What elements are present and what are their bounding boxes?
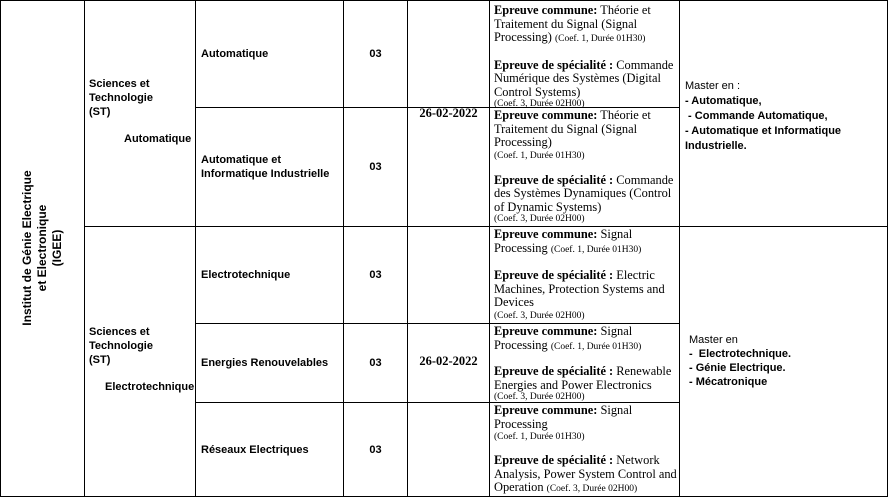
domain-line-3: (ST)	[89, 106, 111, 118]
specialty-exam-label: Epreuve de spécialité :	[494, 172, 614, 187]
domain-line-2: Technologie	[89, 340, 153, 352]
master-intro: Master en	[689, 334, 738, 346]
specialty-name-line: Réseaux Electriques	[201, 443, 309, 456]
common-exam-coef: (Coef. 1, Durée 01H30)	[550, 341, 642, 352]
exam-details	[494, 4, 678, 109]
domain-line-2: Technologie	[89, 92, 153, 104]
common-exam	[494, 4, 678, 47]
common-exam-label: Epreuve commune:	[494, 227, 598, 241]
col-divider	[679, 0, 680, 497]
domain-line-1: Sciences et	[89, 326, 150, 338]
institute-line-2: et Electronique	[34, 204, 49, 292]
common-exam	[494, 228, 678, 257]
specialty-name-line: Automatique et	[201, 154, 282, 166]
exam-details	[494, 404, 678, 497]
places-cell	[344, 324, 407, 402]
specialty-name-line: Automatique	[201, 47, 269, 60]
col-divider	[195, 0, 196, 497]
common-exam	[494, 109, 678, 162]
specialty-name-line: Electrotechnique	[201, 269, 291, 281]
exam-date	[408, 0, 489, 226]
master-intro: Master en :	[685, 80, 741, 92]
master-cell	[689, 333, 885, 389]
col-divider	[489, 0, 490, 497]
institute-line-1: Institut de Génie Electrique	[19, 170, 34, 326]
institute-cell	[0, 0, 84, 497]
common-exam-title: Signal Processing	[494, 324, 633, 352]
specialty-exam	[494, 365, 678, 402]
col-divider	[84, 0, 85, 497]
places-cell	[344, 227, 407, 323]
places-cell	[344, 403, 407, 496]
specialty-exam-coef: (Coef. 3, Durée 02H00)	[494, 310, 585, 321]
exam-date-value: 26-02-2022	[419, 354, 478, 368]
specialty-name	[201, 0, 341, 107]
exam-details	[494, 228, 678, 322]
common-exam-coef: (Coef. 1, Durée 01H30)	[494, 150, 585, 161]
specialty-name-line: Energies Renouvelables	[201, 357, 329, 369]
places-value: 03	[369, 47, 382, 60]
specialty-exam	[494, 174, 678, 225]
specialty-name	[201, 227, 341, 323]
specialty-exam-title: Electric Machines, Protection Systems and Devices	[494, 268, 665, 309]
master-item: - Automatique,	[685, 95, 762, 107]
common-exam-title: Théorie et Traitement du Signal (Signal Processing)	[494, 108, 651, 149]
institute-name	[0, 0, 84, 496]
table-border-right	[887, 0, 888, 497]
master-item: - Automatique et Informatique	[685, 125, 842, 137]
specialty-name	[201, 403, 341, 496]
table-border-bottom	[0, 496, 888, 497]
specialty-name	[201, 108, 341, 226]
specialty-exam-label: Epreuve de spécialité :	[494, 364, 614, 378]
common-exam-title: Théorie et Traitement du Signal (Signal Processing)	[494, 3, 651, 44]
master-item: - Electrotechnique.	[689, 348, 792, 360]
specialty-exam-coef: (Coef. 3, Durée 02H00)	[546, 484, 638, 494]
specialty-exam-coef: (Coef. 3, Durée 02H00)	[494, 392, 585, 402]
exam-details	[494, 109, 678, 224]
specialty-exam-coef: (Coef. 3, Durée 02H00)	[494, 99, 585, 109]
common-exam-label: Epreuve commune:	[494, 403, 598, 417]
common-exam	[494, 404, 678, 443]
places-cell	[344, 0, 407, 107]
filiere-label: Automatique	[124, 133, 192, 145]
master-item: - Commande Automatique,	[685, 110, 828, 122]
places-value: 03	[369, 443, 382, 456]
master-item: - Mécatronique	[689, 376, 768, 388]
specialty-exam-title: Renewable Energies and Power Electronics	[494, 364, 672, 392]
master-item: - Génie Electrique.	[689, 362, 786, 374]
specialty-exam-coef: (Coef. 3, Durée 02H00)	[494, 214, 585, 224]
exam-date-value: 26-02-2022	[419, 105, 478, 120]
common-exam-title: Signal Processing	[494, 403, 633, 431]
common-exam-title: Signal Processing	[494, 227, 633, 255]
institute-line-3: (IGEE)	[49, 229, 64, 267]
common-exam-coef: (Coef. 1, Durée 01H30)	[494, 432, 585, 442]
common-exam-coef: (Coef. 1, Durée 01H30)	[550, 244, 642, 255]
places-value: 03	[369, 269, 382, 281]
places-value: 03	[369, 357, 382, 369]
specialty-name-line: Informatique Industrielle	[201, 168, 330, 180]
specialty-exam-title: Commande Numérique des Systèmes (Digital Control Systems)	[494, 57, 674, 99]
specialty-exam-label: Epreuve de spécialité :	[494, 57, 614, 72]
specialty-exam	[494, 269, 678, 322]
common-exam-label: Epreuve commune:	[494, 3, 598, 17]
exam-date	[408, 227, 489, 496]
specialty-exam	[494, 454, 678, 497]
domain-line-3: (ST)	[89, 354, 111, 366]
filiere-label: Electrotechnique	[105, 381, 195, 393]
domain-cell	[89, 77, 193, 146]
master-item: Industrielle.	[685, 140, 747, 152]
domain-line-1: Sciences et	[89, 78, 150, 90]
domain-cell	[89, 325, 193, 394]
specialty-name	[201, 324, 341, 402]
places-value: 03	[369, 161, 382, 173]
specialty-exam	[494, 59, 678, 110]
specialty-exam-title: Network Analysis, Power System Control and Operation	[494, 453, 677, 494]
common-exam	[494, 325, 678, 354]
exam-details	[494, 325, 678, 402]
common-exam-label: Epreuve commune:	[494, 324, 598, 338]
common-exam-coef: (Coef. 1, Durée 01H30)	[554, 34, 646, 44]
specialty-exam-title: Commande des Systèmes Dynamiques (Control of Dynamic Systems)	[494, 172, 674, 214]
common-exam-label: Epreuve commune:	[494, 108, 598, 122]
specialty-exam-label: Epreuve de spécialité :	[494, 268, 614, 282]
places-cell	[344, 108, 407, 226]
specialty-exam-label: Epreuve de spécialité :	[494, 453, 614, 467]
master-cell	[685, 79, 885, 154]
